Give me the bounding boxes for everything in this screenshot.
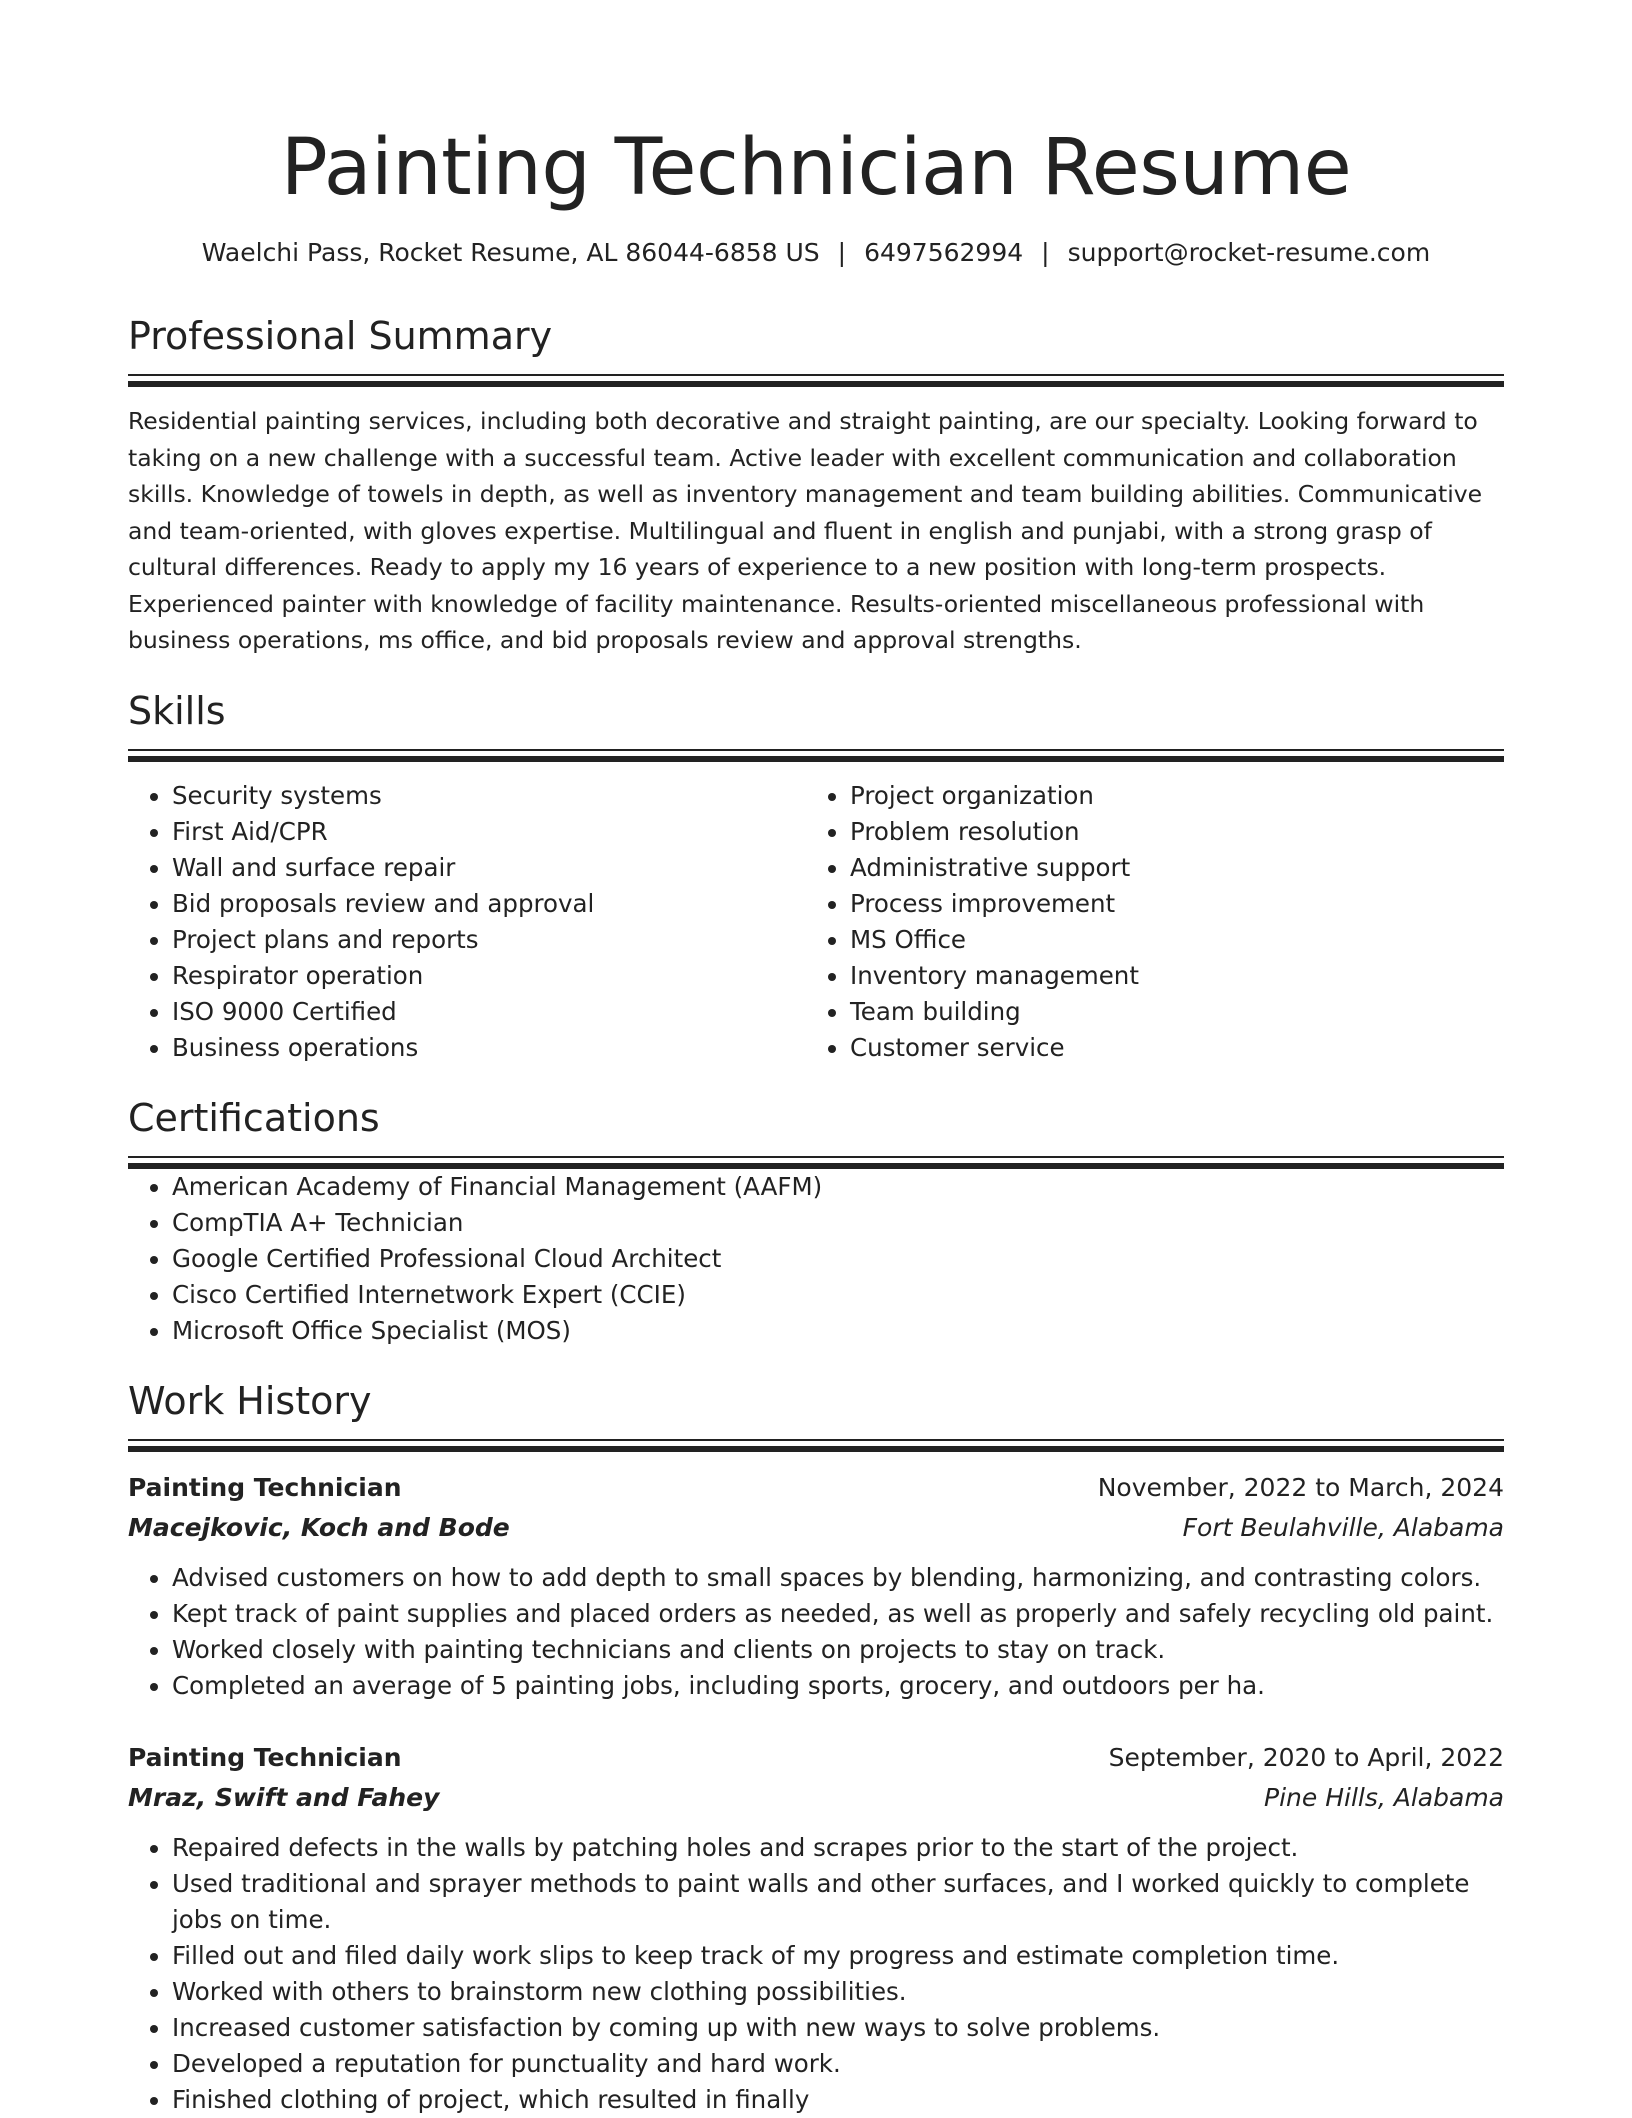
skills-list-left (128, 778, 806, 1066)
resume-page (128, 0, 1504, 2118)
job-entry (128, 1738, 1504, 2118)
skill-item: • Business operations (172, 1030, 806, 1066)
resume-title: Painting Technician Resume (280, 123, 1352, 213)
section-rule-thick (128, 756, 1504, 762)
summary-section (128, 312, 1504, 659)
skills-heading: Skills (128, 688, 226, 733)
section-rule-thin (128, 1156, 1504, 1158)
skill-item: • Bid proposals review and approval (172, 886, 806, 922)
skills-section (128, 687, 1504, 1066)
contact-email: support@rocket-resume.com (1067, 238, 1431, 267)
skill-item: • Project organization (850, 778, 1484, 814)
certification-item: • Google Certified Professional Cloud Architect (172, 1241, 1504, 1277)
job-duty-item: • Worked with others to brainstorm new clothing possibilities. (172, 1974, 1504, 2010)
job-duty-item: • Developed a reputation for punctuality and hard work. (172, 2046, 1504, 2082)
certifications-list (128, 1169, 1504, 1349)
skills-list-right (806, 778, 1484, 1066)
skill-item: • Administrative support (850, 850, 1484, 886)
section-rule-thick (128, 381, 1504, 387)
skills-column-right (806, 778, 1484, 1066)
job-duty-item: • Advised customers on how to add depth to small spaces by blending, harmonizing, and contrasting colors. (172, 1560, 1504, 1596)
skills-column-left (128, 778, 806, 1066)
job-company: Macejkovic, Koch and Bode (128, 1512, 510, 1542)
job-duties-list (128, 1560, 1504, 1704)
section-rule-thin (128, 749, 1504, 751)
job-header-row (128, 1468, 1504, 1508)
job-duty-item: • Used traditional and sprayer methods to paint walls and other surfaces, and I worked quickly to complete jobs on time. (172, 1866, 1504, 1938)
job-duty-item: • Worked closely with painting technicians and clients on projects to stay on track. (172, 1632, 1504, 1668)
certification-item: • American Academy of Financial Management (AAFM) (172, 1169, 1504, 1205)
job-entry (128, 1468, 1504, 1704)
contact-address: Waelchi Pass, Rocket Resume, AL 86044-6858 US (201, 238, 820, 267)
job-duty-item: • Increased customer satisfaction by coming up with new ways to solve problems. (172, 2010, 1504, 2046)
skill-item: • Customer service (850, 1030, 1484, 1066)
contact-separator: | (1041, 238, 1050, 267)
certifications-section (128, 1094, 1504, 1349)
skill-item: • Team building (850, 994, 1484, 1030)
contact-phone: 6497562994 (864, 238, 1024, 267)
job-subheader-row (128, 1778, 1504, 1818)
job-location: Fort Beulahville, Alabama (1182, 1512, 1504, 1542)
section-rule-thick (128, 1446, 1504, 1452)
job-duty-item: • Repaired defects in the walls by patching holes and scrapes prior to the start of the project. (172, 1830, 1504, 1866)
summary-heading: Professional Summary (128, 314, 553, 358)
job-title: Painting Technician (128, 1472, 402, 1502)
contact-line (128, 236, 1504, 270)
job-title: Painting Technician (128, 1742, 402, 1772)
job-header-row (128, 1738, 1504, 1778)
job-duty-item: • Filled out and filed daily work slips to keep track of my progress and estimate completion time. (172, 1938, 1504, 1974)
certifications-heading: Certifications (128, 1095, 380, 1140)
job-duty-item: • Kept track of paint supplies and placed orders as needed, as well as properly and safely recycling old paint. (172, 1596, 1504, 1632)
skill-item: • Security systems (172, 778, 806, 814)
skill-item: • Inventory management (850, 958, 1484, 994)
job-duties-list (128, 1830, 1504, 2118)
skill-item: • Process improvement (850, 886, 1484, 922)
skills-columns (128, 778, 1504, 1066)
contact-separator: | (837, 238, 847, 267)
section-rule-thin (128, 1439, 1504, 1441)
skill-item: • MS Office (850, 922, 1484, 958)
skill-item: • First Aid/CPR (172, 814, 806, 850)
job-location: Pine Hills, Alabama (1264, 1782, 1504, 1812)
section-rule-thin (128, 374, 1504, 376)
skill-item: • Respirator operation (172, 958, 806, 994)
certification-item: • Microsoft Office Specialist (MOS) (172, 1313, 1504, 1349)
skill-item: • ISO 9000 Certified (172, 994, 806, 1030)
job-duty-item: • Finished clothing of project, which resulted in finally (172, 2082, 1504, 2118)
certification-item: • Cisco Certified Internetwork Expert (CCIE) (172, 1277, 1504, 1313)
skill-item: • Wall and surface repair (172, 850, 806, 886)
certification-item: • CompTIA A+ Technician (172, 1205, 1504, 1241)
skill-item: • Problem resolution (850, 814, 1484, 850)
job-subheader-row (128, 1508, 1504, 1548)
skill-item: • Project plans and reports (172, 922, 806, 958)
work-history-section (128, 1377, 1504, 2118)
job-duty-item: • Completed an average of 5 painting jobs, including sports, grocery, and outdoors per ha. (172, 1668, 1504, 1704)
job-dates: September, 2020 to April, 2022 (1108, 1742, 1504, 1772)
job-dates: November, 2022 to March, 2024 (1097, 1472, 1504, 1502)
work-history-heading: Work History (128, 1378, 372, 1423)
job-company: Mraz, Swift and Fahey (128, 1782, 440, 1812)
summary-text: Residential painting services, including both decorative and straight painting, are our specialty. Looking forward to taking on a new challenge with a successful team. Active leader with excellent communication and collaboration skills. Knowledge of towels in depth, as well as inventory management and team building abilities. Communicative and team-oriented, with gloves expertise. Multilingual and fluent in english and punjabi, with a strong grasp of cultural differences. Ready to apply my 16 years of experience to a new position with long-term prospects. Experienced painter with knowledge of facility maintenance. Results-oriented miscellaneous professional with business operations, ms office, and bid proposals review and approval strengths. (128, 407, 1483, 654)
